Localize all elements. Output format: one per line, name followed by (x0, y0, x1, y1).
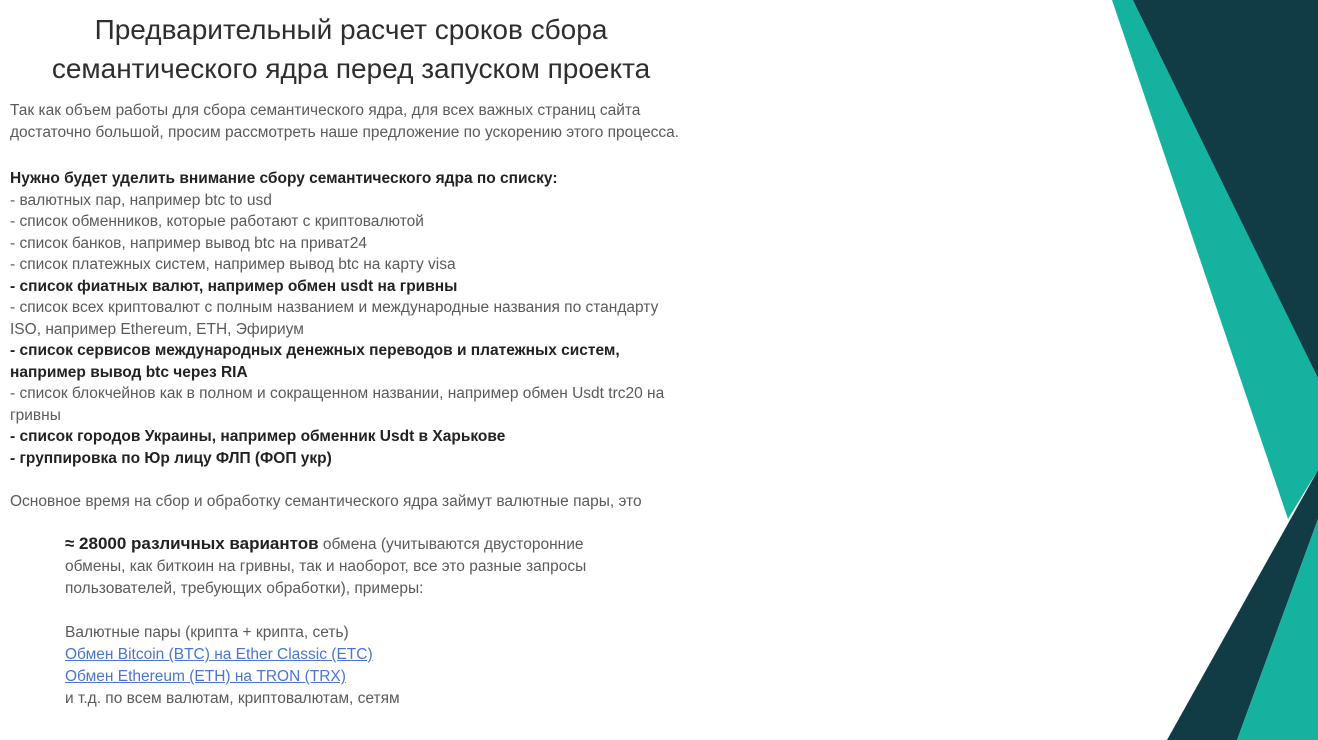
example-link-btc-etc[interactable]: Обмен Bitcoin (BTC) на Ether Classic (ETC) (65, 646, 373, 663)
list-item: - группировка по Юр лицу ФЛП (ФОП укр) (10, 449, 332, 467)
page-title (10, 10, 692, 88)
list-item: - список городов Украины, например обменник Usdt в Харькове (10, 428, 506, 445)
decor-teal-band (1112, 0, 1318, 519)
list-item: - валютных пар, например btc to usd (10, 191, 272, 209)
intro-paragraph: Так как объем работы для сбора семантического ядра, для всех важных страниц сайта достаточно большой, просим рассмотреть наше предложение по ускорению этого процесса. (10, 102, 680, 141)
page-title-line-1: Предварительный расчет сроков сбора (94, 14, 608, 45)
main-time-paragraph: Основное время на сбор и обработку семантического ядра займут валютные пары, это (10, 493, 642, 510)
semantic-core-list (10, 168, 690, 469)
examples-block (65, 622, 640, 710)
example-link-eth-trx[interactable]: Обмен Ethereum (ETH) на TRON (TRX) (65, 668, 346, 685)
slide-content (10, 0, 692, 710)
page-title-line-2: семантического ядра перед запуском проекта (51, 53, 651, 84)
list-item: - список сервисов международных денежных переводов и платежных систем, например вывод btc через RIA (10, 342, 620, 381)
list-item: - список обменников, которые работают с криптовалютой (10, 213, 424, 230)
decor-teal-bottom-triangle (1237, 519, 1318, 740)
decor-dark-top-triangle (1128, 0, 1318, 378)
decor-dark-bottom-band (1167, 470, 1318, 740)
examples-intro: Валютные пары (крипта + крипта, сеть) (65, 624, 349, 641)
list-item: - список всех криптовалют с полным названием и международные названия по стандарту ISO, например Ethereum, ETH, Эфириум (10, 299, 659, 338)
list-item: - список фиатных валют, например обмен usdt на гривны (10, 277, 458, 295)
estimate-paragraph (65, 533, 640, 600)
list-item: - список блокчейнов как в полном и сокращенном названии, например обмен Usdt trc20 на гривны (10, 385, 665, 424)
estimate-description: обмена (учитываются двусторонние обмены, как биткоин на гривны, так и наоборот, все это разные запросы пользователей, требующих обработки), примеры: (65, 536, 587, 597)
estimate-block (65, 533, 640, 600)
list-item: - список платежных систем, например вывод btc на карту visa (10, 256, 456, 273)
list-header: Нужно будет уделить внимание сбору семантического ядра по списку: (10, 170, 558, 187)
list-item: - список банков, например вывод btc на приват24 (10, 234, 367, 252)
estimate-count: ≈ 28000 различных вариантов (65, 534, 319, 553)
examples-outro: и т.д. по всем валютам, криптовалютам, сетям (65, 690, 400, 707)
